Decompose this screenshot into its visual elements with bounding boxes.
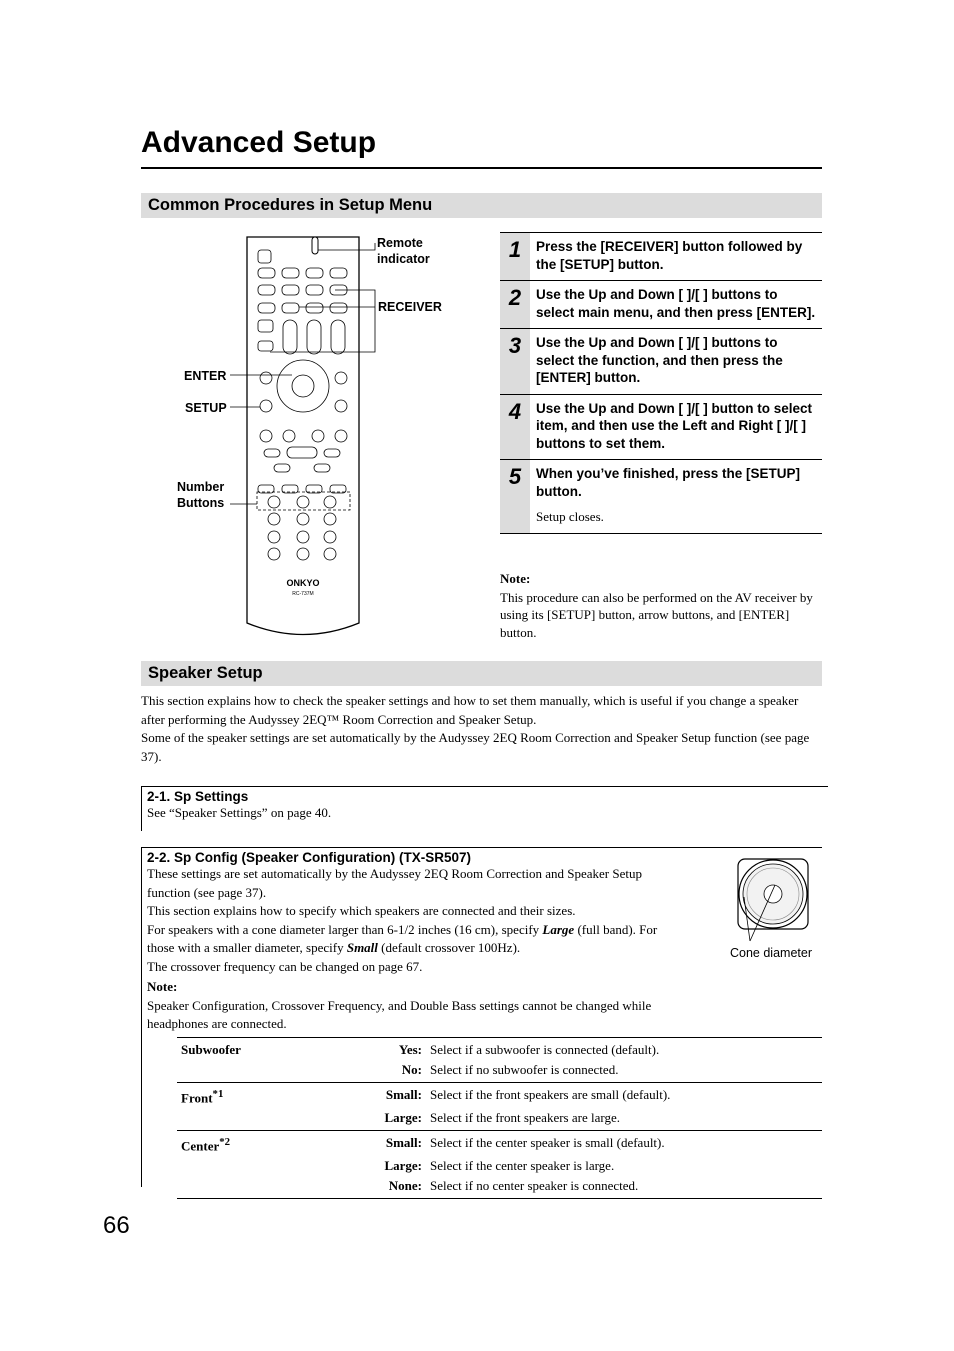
steps-list: [500, 232, 822, 534]
table-row: Large: Select if the center speaker is large.: [384, 1158, 615, 1174]
callout-receiver: RECEIVER: [378, 300, 442, 314]
title-rule: [141, 167, 822, 169]
step-number: 2: [500, 281, 530, 328]
callout-remote-indicator: Remote indicator: [377, 236, 430, 266]
remote-control-illustration: [170, 228, 460, 643]
table-row: Center$^{*2}$ Small: Select if the center speaker is small (default).: [177, 1131, 822, 1156]
page-number: 66: [103, 1212, 130, 1239]
sp-settings-box: [141, 786, 828, 831]
sp-settings-text: See “Speaker Settings” on page 40.: [147, 805, 332, 820]
step-text: When you’ve finished, press the [SETUP] button. Setup closes.: [530, 460, 822, 533]
callout-number-buttons: Number Buttons: [177, 480, 225, 510]
step-number: 4: [500, 395, 530, 460]
callout-enter: ENTER: [184, 369, 227, 383]
table-row: Front$^{*1}$ Small: Select if the front speakers are small (default).: [177, 1083, 822, 1108]
cone-diameter-label: Cone diameter: [730, 946, 812, 960]
remote-model: RC-737M: [292, 591, 314, 597]
speaker-setup-intro: This section explains how to check the speaker settings and how to set them manually, which is useful if you change a speaker after performing the Audyssey 2EQ™ Room Correction and Speaker Setup. Some of the speaker settings are set automatically by the Audyssey 2EQ Room Correction and Speaker Setup function (see page 37).: [141, 693, 810, 764]
note-label: Note:: [500, 571, 531, 586]
step-3: [500, 328, 822, 394]
section-heading-speaker-setup: Speaker Setup: [141, 661, 822, 686]
step-1: [500, 232, 822, 280]
step-5: [500, 459, 822, 534]
section-heading-common: Common Procedures in Setup Menu: [141, 193, 822, 218]
step-number: 3: [500, 329, 530, 394]
page-title: Advanced Setup: [141, 126, 377, 159]
category-subwoofer: Subwoofer: [177, 1038, 275, 1060]
speaker-cone-illustration: [728, 853, 818, 943]
callout-setup: SETUP: [185, 401, 227, 415]
step-sub-text: Setup closes.: [536, 509, 604, 524]
step-text: Press the [RECEIVER] button followed by the [SETUP] button.: [536, 239, 803, 272]
step-number: 5: [500, 460, 530, 533]
speaker-config-table: [177, 1037, 822, 1199]
table-row: Large: Select if the front speakers are large.: [177, 1108, 822, 1131]
table-row: None: Select if no center speaker is connected.: [177, 1176, 822, 1199]
step-2: [500, 280, 822, 328]
remote-indicator-led: [312, 237, 318, 254]
table-row: No: Select if no subwoofer is connected.: [177, 1060, 822, 1083]
remote-brand: ONKYO: [286, 578, 320, 588]
note-text: This procedure can also be performed on the AV receiver by using its [SETUP] button, arrow buttons, and [ENTER] button.: [500, 589, 813, 640]
table-row: Subwoofer Yes: Select if a subwoofer is connected (default).: [177, 1038, 822, 1060]
sp-config-body: These settings are set automatically by the Audyssey 2EQ Room Correction and Speaker Setup function (see page 37). This section explains how to specify which speakers are connected and their sizes. For speakers with a cone diameter larger than 6-1/2 inches (16 cm), specify Large (full band). For those with a smaller diameter, specify Small (default crossover 100Hz). The crossover frequency can be changed on page 67. Note: Speaker Configuration, Crossover Frequency, and Double Bass settings cannot be changed while headphones are connected.: [147, 866, 658, 1031]
step-number: 1: [500, 233, 530, 280]
procedure-note: [500, 570, 824, 641]
step-text: Use the Up and Down [ ]/[ ] buttons to select the function, and then press the [ENTER] button.: [536, 335, 783, 385]
category-center: Center$^{*2}$: [181, 1136, 231, 1154]
category-front: Front$^{*1}$: [181, 1088, 224, 1106]
step-4: [500, 394, 822, 460]
sp-settings-title: 2-1. Sp Settings: [147, 789, 249, 804]
step-text: Use the Up and Down [ ]/[ ] buttons to select main menu, and then press [ENTER].: [536, 287, 816, 320]
step-text: Use the Up and Down [ ]/[ ] button to select item, and then use the Left and Right [ ]/[ ] buttons to set them.: [536, 400, 812, 451]
sp-config-title: 2-2. Sp Config (Speaker Configuration) (TX-SR507): [147, 850, 472, 865]
